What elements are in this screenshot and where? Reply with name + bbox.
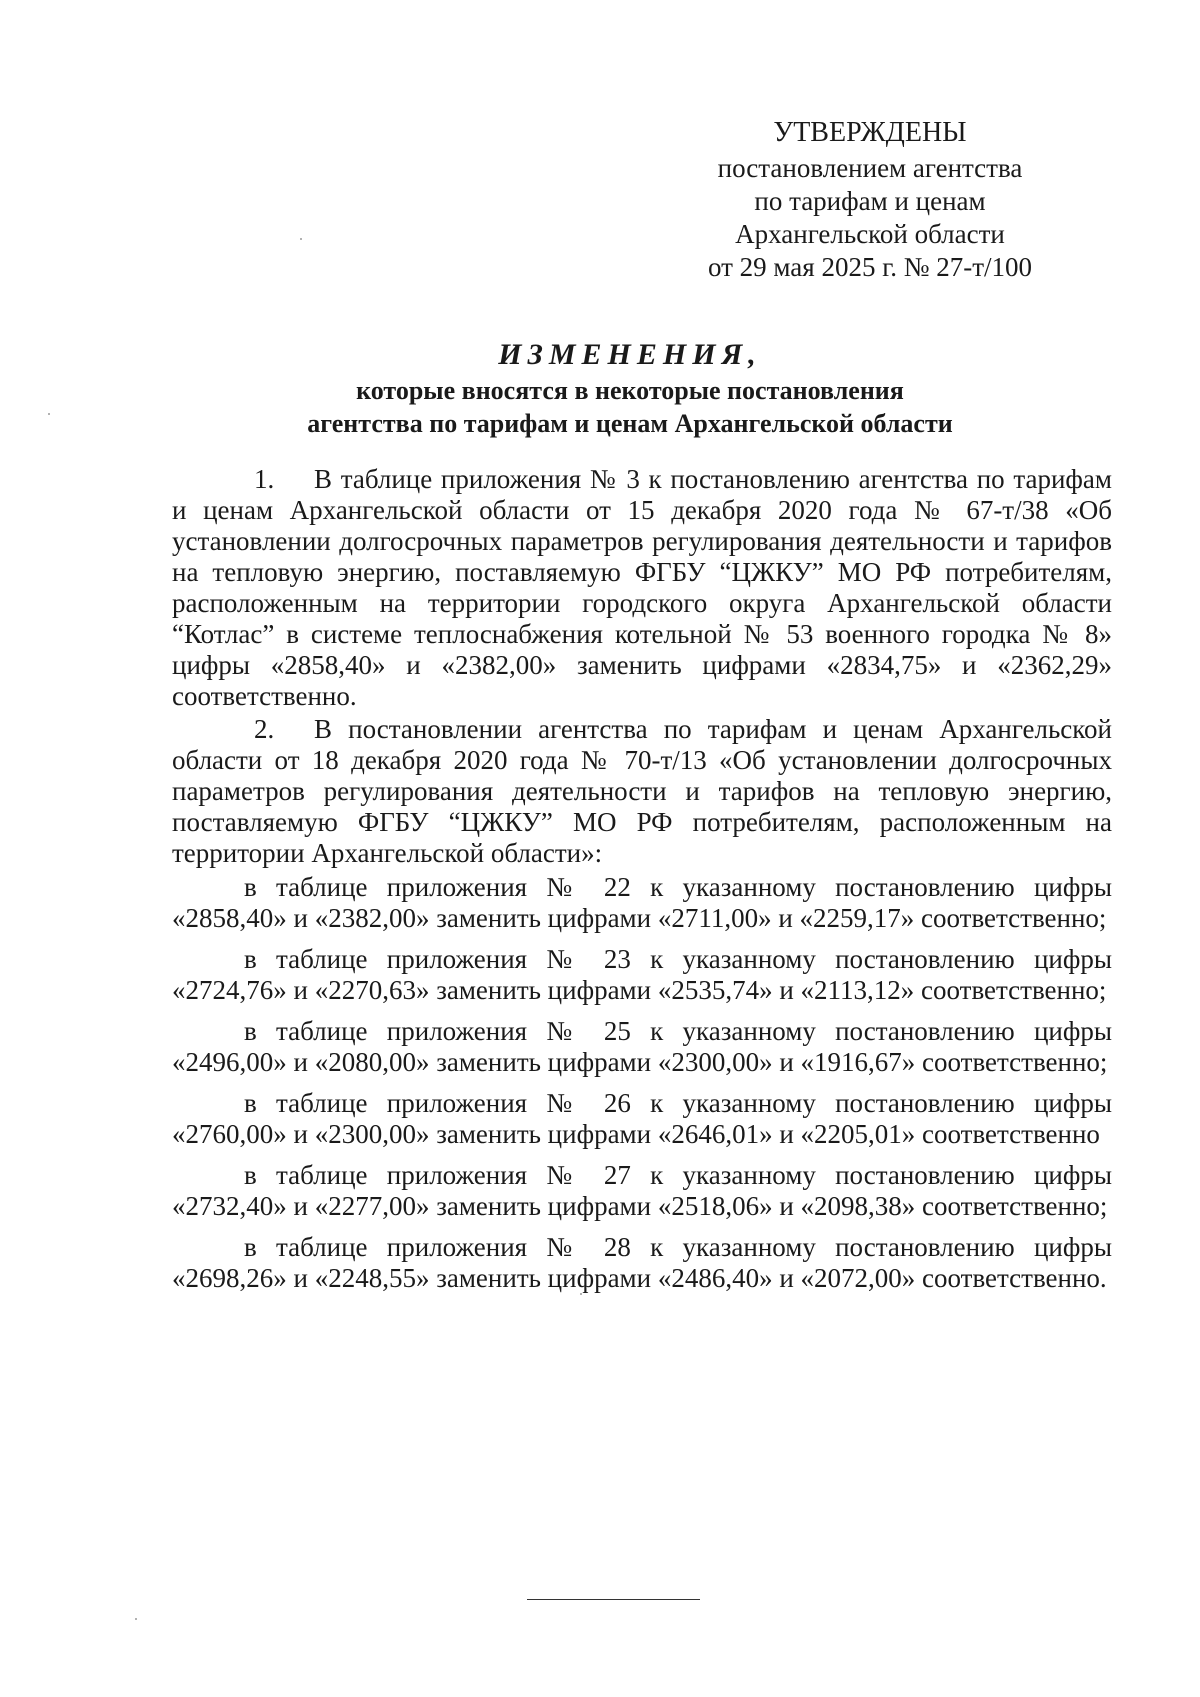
scan-speck xyxy=(300,238,302,240)
approval-date-line: от 29 мая 2025 г. № 27-т/100 xyxy=(707,252,1033,282)
sub-paragraph: в таблице приложения № 26 к указанному постановлению цифры «2760,00» и «2300,00» заменить цифрами «2646,01» и «2205,01» соответственно xyxy=(172,1088,1112,1149)
title-subtitle: которые вносятся в некоторые постановления xyxy=(356,376,904,405)
document-body xyxy=(172,464,1112,1294)
paragraph-number: 2. xyxy=(254,714,275,744)
sub-paragraph: в таблице приложения № 25 к указанному постановлению цифры «2496,00» и «2080,00» заменить цифрами «2300,00» и «1916,67» соответственно; xyxy=(172,1016,1112,1077)
approval-line: постановлением агентства xyxy=(717,153,1023,183)
paragraph-text: В таблице приложения № 3 к постановлению агентства по тарифам и ценам Архангельской области от 15 декабря 2020 года № 67-т/38 «Об установлении долгосрочных параметров регулирования деятельности и тарифов на тепловую энергию, поставляемую ФГБУ “ЦЖКУ” МО РФ потребителям, расположенным на территории городского округа Архангельской области “Котлас” в системе теплоснабжения котельной № 53 военного городка № 8» цифры «2858,40» и «2382,00» заменить цифрами «2834,75» и «2362,29» соответственно. xyxy=(172,464,1112,711)
paragraph-text: В постановлении агентства по тарифам и ценам Архангельской области от 18 декабря 2020 года № 70-т/13 «Об установлении долгосрочных параметров регулирования деятельности и тарифов на тепловую энергию, поставляемую ФГБУ “ЦЖКУ” МО РФ потребителям, расположенным на территории Архангельской области»: xyxy=(172,714,1112,868)
title-subtitle: агентства по тарифам и ценам Архангельской области xyxy=(307,409,953,438)
scan-speck xyxy=(135,1618,137,1620)
title-main: ИЗМЕНЕНИЯ, xyxy=(498,338,762,371)
approval-line: Архангельской области xyxy=(735,219,1005,249)
sub-paragraph: в таблице приложения № 27 к указанному постановлению цифры «2732,40» и «2277,00» заменить цифрами «2518,06» и «2098,38» соответственно; xyxy=(172,1160,1112,1221)
scan-speck xyxy=(48,413,50,415)
document-title xyxy=(180,336,1080,440)
scan-speck xyxy=(580,1293,582,1295)
paragraph-1 xyxy=(172,464,1112,712)
sub-paragraph: в таблице приложения № 22 к указанному постановлению цифры «2858,40» и «2382,00» заменить цифрами «2711,00» и «2259,17» соответственно; xyxy=(172,872,1112,933)
approval-line: по тарифам и ценам xyxy=(754,186,986,216)
closing-separator-line xyxy=(527,1599,700,1600)
approval-stamp xyxy=(690,116,1050,284)
paragraph-number: 1. xyxy=(254,464,275,494)
sub-paragraph: в таблице приложения № 23 к указанному постановлению цифры «2724,76» и «2270,63» заменить цифрами «2535,74» и «2113,12» соответственно; xyxy=(172,944,1112,1005)
approval-heading: УТВЕРЖДЕНЫ xyxy=(773,117,967,148)
paragraph-2 xyxy=(172,714,1112,869)
sub-paragraph: в таблице приложения № 28 к указанному постановлению цифры «2698,26» и «2248,55» заменить цифрами «2486,40» и «2072,00» соответственно. xyxy=(172,1232,1112,1293)
